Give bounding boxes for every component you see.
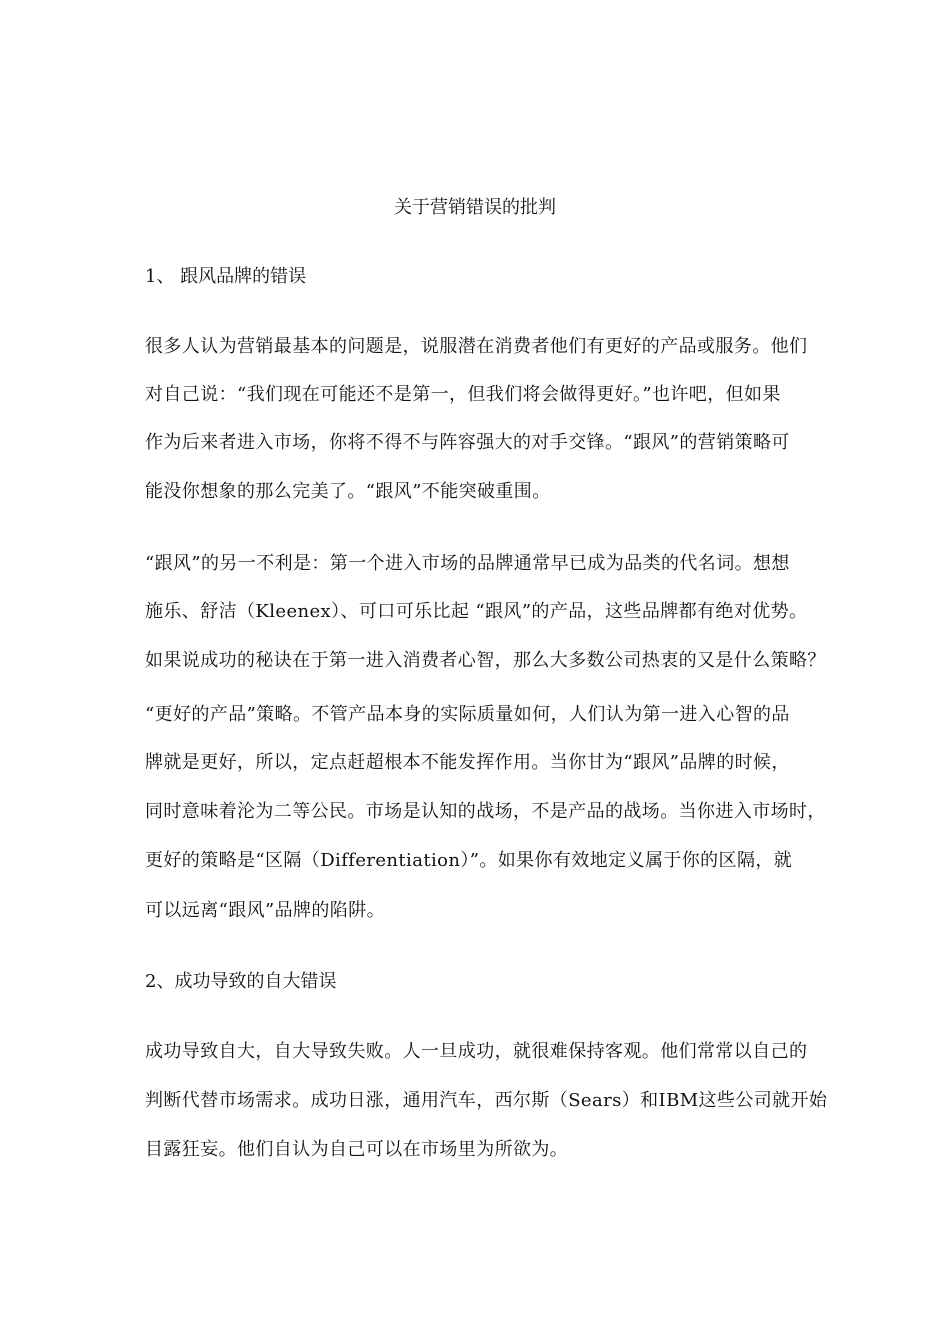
section-heading-2: 2、成功导致的自大错误 bbox=[145, 971, 337, 992]
text-line: “更好的产品”策略。不管产品本身的实际质量如何，人们认为第一进入心智的品 bbox=[145, 704, 790, 725]
text-line: 成功导致自大，自大导致失败。人一旦成功，就很难保持客观。他们常常以自己的 bbox=[145, 1041, 808, 1062]
section-heading-1: 1、 跟风品牌的错误 bbox=[145, 266, 307, 287]
document-title: 关于营销错误的批判 bbox=[394, 197, 556, 218]
text-line: 判断代替市场需求。成功日涨，通用汽车，西尔斯（Sears）和IBM这些公司就开始 bbox=[145, 1090, 828, 1111]
text-line: 作为后来者进入市场，你将不得不与阵容强大的对手交锋。“跟风”的营销策略可 bbox=[145, 432, 790, 453]
text-line: 牌就是更好，所以，定点赶超根本不能发挥作用。当你甘为“跟风”品牌的时候， bbox=[145, 752, 790, 773]
text-line: 同时意味着沦为二等公民。市场是认知的战场，不是产品的战场。当你进入市场时， bbox=[145, 801, 826, 822]
text-line: 能没你想象的那么完美了。“跟风”不能突破重围。 bbox=[145, 481, 551, 502]
text-line: “跟风”的另一不利是：第一个进入市场的品牌通常早已成为品类的代名词。想想 bbox=[145, 553, 790, 574]
text-line: 目露狂妄。他们自认为自己可以在市场里为所欲为。 bbox=[145, 1139, 569, 1160]
text-line: 施乐、舒洁（Kleenex）、可口可乐比起 “跟风”的产品，这些品牌都有绝对优势。 bbox=[145, 601, 808, 622]
text-line: 对自己说：“我们现在可能还不是第一，但我们将会做得更好。”也许吧，但如果 bbox=[145, 384, 781, 405]
text-line: 很多人认为营销最基本的问题是，说服潜在消费者他们有更好的产品或服务。他们 bbox=[145, 336, 808, 357]
text-line: 更好的策略是“区隔（Differentiation）”。如果你有效地定义属于你的区隔，就 bbox=[145, 850, 793, 871]
text-line: 可以远离“跟风”品牌的陷阱。 bbox=[145, 900, 386, 921]
text-line: 如果说成功的秘诀在于第一进入消费者心智，那么大多数公司热衷的又是什么策略？ bbox=[145, 650, 826, 671]
